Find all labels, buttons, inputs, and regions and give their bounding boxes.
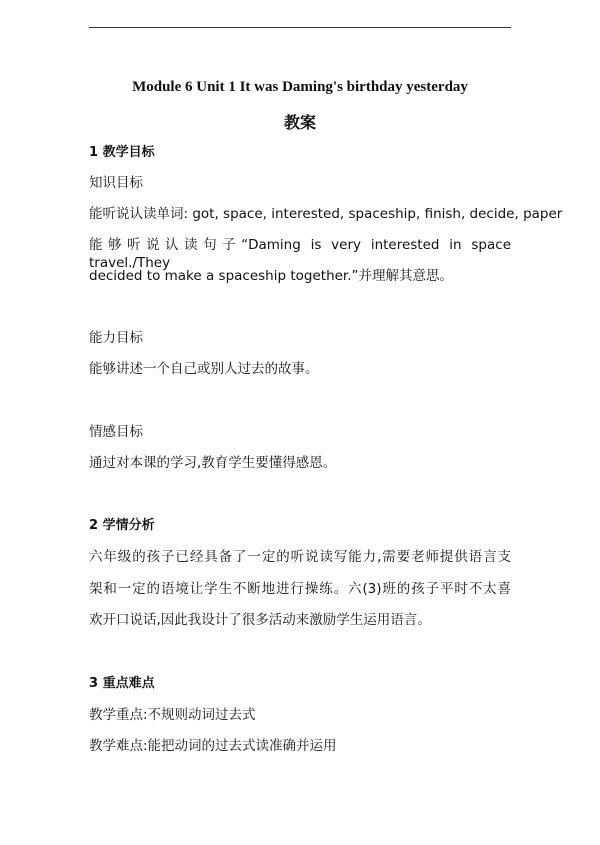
sentence-line-1: 能够听说认读句子“Daming is very interested in space travel./They [89,237,511,271]
analysis-line-3: 欢开口说话,因此我设计了很多活动来激励学生运用语言。 [89,612,431,628]
analysis-line-2: 架和一定的语境让学生不断地进行操练。六(3)班的孩子平时不太喜 [89,581,511,597]
emotional-goal-text: 通过对本课的学习,教育学生要懂得感恩。 [89,455,337,471]
section-heading-student-analysis: 2 学情分析 [89,518,155,533]
vocabulary-line: 能听说认读单词: got, space, interested, spaceship, finish, decide, paper [89,206,563,222]
analysis-line-1: 六年级的孩子已经具备了一定的听说读写能力,需要老师提供语言支 [89,549,511,565]
subheading-emotional-goals: 情感目标 [89,424,143,440]
header-rule [89,27,511,28]
ability-goal-text: 能够讲述一个自己或别人过去的故事。 [89,361,319,377]
subheading-ability-goals: 能力目标 [89,330,143,346]
section-heading-teaching-goals: 1 教学目标 [89,145,155,160]
key-point-text: 教学重点:不规则动词过去式 [89,707,256,723]
document-title: Module 6 Unit 1 It was Daming's birthday yesterday [132,79,468,95]
difficulty-text: 教学难点:能把动词的过去式读准确并运用 [89,738,337,754]
document-subtitle: 教案 [283,113,316,132]
sentence-line-2: decided to make a spaceship together.”并理解其意思。 [89,268,454,284]
subheading-knowledge-goals: 知识目标 [89,175,143,191]
section-heading-key-points: 3 重点难点 [89,676,155,691]
